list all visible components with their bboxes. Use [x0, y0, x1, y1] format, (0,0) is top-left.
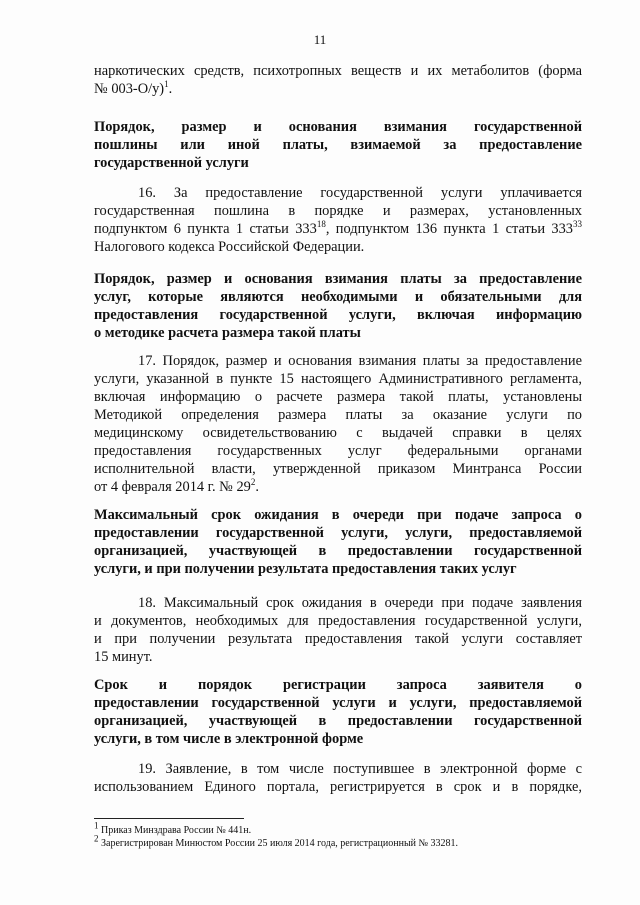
paragraph-line: Налогового кодекса Российской Федерации.	[94, 239, 365, 255]
paragraph-line: 16. За предоставление государственной услуги уплачивается	[138, 185, 582, 201]
paragraph-line: 19. Заявление, в том числе поступившее в электронной форме с	[138, 761, 582, 777]
paragraph-19	[94, 760, 582, 796]
footnote-2	[94, 833, 582, 850]
paragraph-line: исполнительной власти, утвержденной приказом Минтранса России	[94, 461, 582, 477]
heading-line: организацией, участвующей в предоставлении государственной	[94, 543, 582, 559]
page-number: 11	[313, 32, 327, 47]
paragraph-text: подпунктом 6 пункта 1 статьи 333	[94, 221, 317, 237]
paragraph-line: 15 минут.	[94, 649, 153, 665]
heading-line: государственной услуги	[94, 155, 249, 171]
heading-line: услуг, которые являются необходимыми и обязательными для	[94, 289, 582, 305]
section-heading-queue-time	[94, 506, 582, 578]
heading-line: Порядок, размер и основания взимания государственной	[94, 119, 582, 135]
heading-line: предоставлении государственной услуги, услуги, предоставляемой	[94, 525, 582, 541]
paragraph-line: 17. Порядок, размер и основания взимания платы за предоставление	[138, 353, 582, 369]
paragraph-line: услуги, указанной в пункте 15 настоящего Административного регламента,	[94, 371, 582, 387]
paragraph-16	[94, 184, 582, 256]
paragraph-text: , подпунктом 136 пункта 1 статьи 333	[325, 221, 573, 237]
footnote-text: Зарегистрирован Минюстом России 25 июля 2014 года, регистрационный № 33281.	[98, 838, 459, 849]
paragraph-line	[94, 220, 582, 238]
intro-line: наркотических средств, психотропных веществ и их метаболитов (форма	[94, 63, 582, 79]
paragraph-line: включая информацию о расчете размера такой платы, установлены	[94, 389, 582, 405]
heading-line: пошлины или иной платы, взимаемой за предоставление	[94, 137, 582, 153]
footnote-ref: 2	[250, 477, 256, 488]
footnote-1	[94, 820, 582, 837]
paragraph-18	[94, 594, 582, 666]
intro-paragraph	[94, 62, 582, 98]
paragraph-line: Методикой определения размера платы за оказание услуги по	[94, 407, 582, 423]
footnote-mark: 2	[94, 833, 99, 844]
paragraph-period: .	[255, 479, 259, 495]
section-heading-fee	[94, 118, 582, 172]
intro-period: .	[168, 81, 173, 97]
paragraph-line: и при получении результата предоставления такой услуги составляет	[94, 631, 582, 647]
footnote-ref: 1	[164, 79, 169, 90]
footnote-divider	[94, 818, 244, 819]
section-heading-related-services-fee	[94, 270, 582, 342]
section-heading-registration	[94, 676, 582, 748]
paragraph-17	[94, 352, 582, 496]
paragraph-line: 18. Максимальный срок ожидания в очереди при подаче заявления	[138, 595, 582, 611]
heading-line: предоставлении государственной услуги и услуги, предоставляемой	[94, 695, 582, 711]
heading-line: Порядок, размер и основания взимания платы за предоставление	[94, 271, 582, 287]
heading-line: о методике расчета размера такой платы	[94, 325, 361, 341]
paragraph-line: предоставления государственных услуг федеральными органами	[94, 443, 582, 459]
footnote-mark: 1	[94, 820, 99, 831]
heading-line: Максимальный срок ожидания в очереди при подаче запроса о	[94, 507, 582, 523]
paragraph-line: медицинскому освидетельствованию с выдачей справки в целях	[94, 425, 582, 441]
paragraph-text: от 4 февраля 2014 г. № 29	[94, 479, 251, 495]
paragraph-line: использованием Единого портала, регистрируется в срок и в порядке,	[94, 779, 582, 795]
superscript: 18	[316, 219, 326, 230]
superscript: 33	[573, 219, 582, 230]
footnote-text: Приказ Минздрава России № 441н.	[98, 825, 252, 836]
paragraph-line	[94, 478, 582, 496]
paragraph-line: и документов, необходимых для предоставления государственной услуги,	[94, 613, 582, 629]
intro-text: № 003-О/у)	[94, 81, 165, 97]
paragraph-line: государственная пошлина в порядке и размерах, установленных	[94, 203, 582, 219]
heading-line: Срок и порядок регистрации запроса заявителя о	[94, 677, 582, 693]
heading-line: организацией, участвующей в предоставлении государственной	[94, 713, 582, 729]
heading-line: предоставления государственной услуги, включая информацию	[94, 307, 582, 323]
heading-line: услуги, и при получении результата предоставления таких услуг	[94, 561, 517, 577]
intro-line-end	[94, 80, 582, 98]
heading-line: услуги, в том числе в электронной форме	[94, 731, 364, 747]
